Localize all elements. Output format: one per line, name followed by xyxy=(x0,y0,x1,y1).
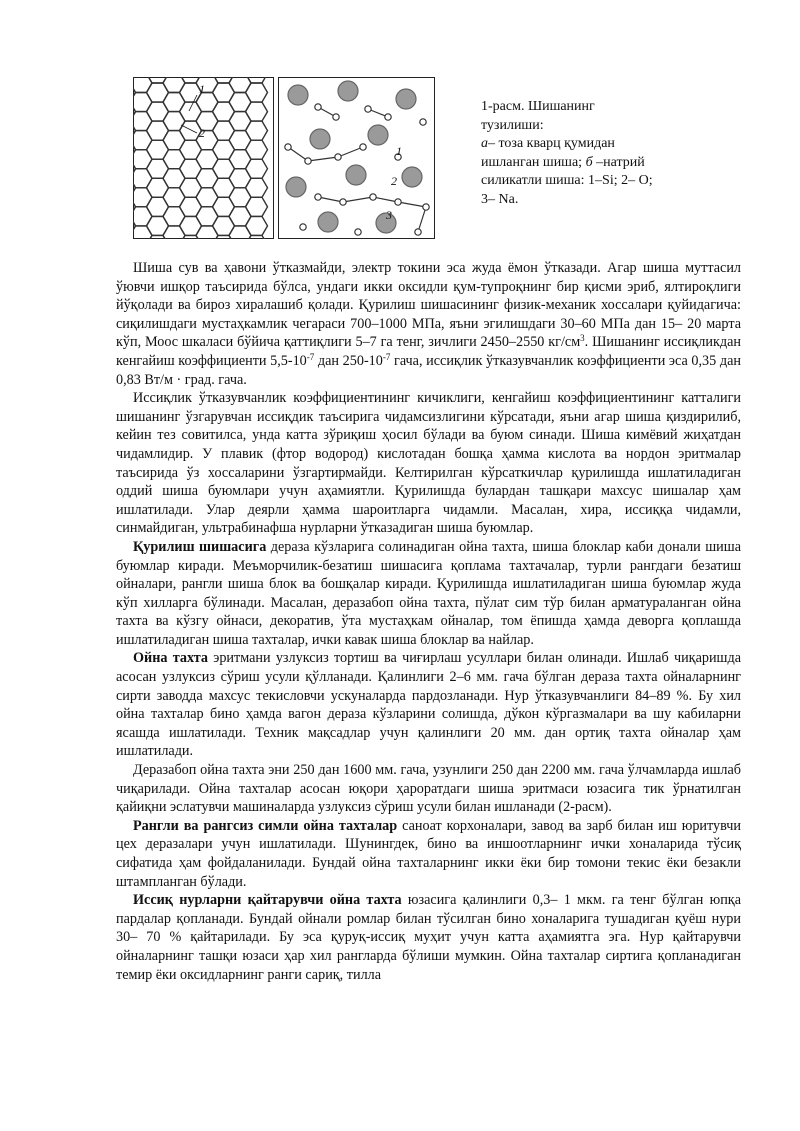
sodium-ion xyxy=(338,81,358,101)
caption-line-1: 1-расм. Шишанинг xyxy=(481,99,595,114)
sodium-ion xyxy=(402,167,422,187)
p3-term: Қурилиш шишасига xyxy=(133,538,267,555)
p1-text-2: . Шишанинг иссиқликдан кенгайиш коэффициенти 5,5-10 xyxy=(116,334,741,369)
oxygen-atom xyxy=(315,194,321,200)
oxygen-atom xyxy=(420,119,426,125)
p1-text-4: гача, иссиқлик ўтказувчанлик коэффициенти эса 0,35 дан 0,83 Вт/м · град. гача. xyxy=(116,352,741,388)
sodium-ion xyxy=(288,85,308,105)
caption-line-4-text: ишланган шиша; xyxy=(481,154,583,170)
p7-term: Иссиқ нурларни қайтарувчи ойна тахта xyxy=(133,892,402,909)
sodium-ion xyxy=(318,212,338,232)
paragraph-3 xyxy=(116,538,741,650)
figure-b-label-1: 1 xyxy=(396,144,402,158)
oxygen-atom xyxy=(315,104,321,110)
p6-text: саноат корхоналари, завод ва зарб билан иш юритувчи цех деразалари учун ишлатилади. Шунингдек, бино ва иншоотларнинг ички хоналарида тўсиқ сифатида ҳам фойдаланилади. Бундай ойна тахталарнинг икки ёки бир томони текис ёки безакли штампланган бўлади. xyxy=(116,817,741,890)
caption-line-2: тузилиши: xyxy=(481,117,544,133)
p6-term: Рангли ва рангсиз симли ойна тахталар xyxy=(133,817,398,834)
sodium-ion xyxy=(346,165,366,185)
oxygen-atom xyxy=(340,199,346,205)
oxygen-atom xyxy=(360,144,366,150)
oxygen-atom xyxy=(385,114,391,120)
figure-b-sodium-silicate-glass xyxy=(278,77,435,239)
sodium-ion xyxy=(396,89,416,109)
p3-text: дераза кўзларига солинадиган ойна тахта, шиша блоклар каби донали шиша буюмлар киради. Меъморчилик-безатиш шишасига қоплама тахтачалар, турли рангдаги безатиш ойналари, рангли шиша блок ва бошқалар киради. Қурилишда ишлатиладиган шиша буюмлар жуда кўп хилларга бўлинади. Масалан, деразабоп ойна тахта, пўлат сим тўр билан арматураланган ойна тахта ва кўзгу ойнаси, декоратив, ўта мустаҳкам ойналар, том ёпишда ҳамда деворга қоплашда ишлатиладиган шиша тахталар, ички кавак шиша блоклар ва найлар. xyxy=(116,538,742,648)
p1-sup-3: -7 xyxy=(382,351,391,362)
figure-caption xyxy=(481,98,711,209)
oxygen-atom xyxy=(305,158,311,164)
figure-b-label-3: 3 xyxy=(386,208,392,222)
oxygen-atom xyxy=(423,204,429,210)
sodium-silicate-diagram xyxy=(278,77,435,239)
paragraph-5: Деразабоп ойна тахта эни 250 дан 1600 мм. гача, узунлиги 250 дан 2200 мм. гача ўлчамларда ишлаб чиқарилади. Ойна тахталар асосан юқори ҳароратдаги шиша эритмаси юзасига тик ўрнатилган қайиқни эслатувчи машиналарда узлуксиз сўриш усули билан ишланади (2-расм). xyxy=(116,762,741,816)
oxygen-atom xyxy=(300,224,306,230)
paragraph-7 xyxy=(116,891,741,984)
paragraph-4 xyxy=(116,649,741,761)
oxygen-atom xyxy=(355,229,361,235)
figure-a-label-2: 2 xyxy=(199,126,205,140)
oxygen-atom xyxy=(333,114,339,120)
p1-text-1: Шиша сув ва ҳавони ўтказмайди, электр токини эса жуда ёмон ўтказади. Агар шиша муттасил ўювчи ишқор таъсирида бўлса, ундаги икки оксидли қум-тупроқнинг бир қисми эриб, ялтироқлиги йўқолади ва бироз хиралашиб қолади. Қурилиш шишасининг физик-механик хоссалари қуйидагича: сиқилишдаги мустаҳкамлик чегараси 700–1000 МПа, яъни эгилишдаги 30–60 МПа дан 15– 20 марта кўп, Моос шкаласи бўйича қаттиқлиги 5–7 га тенг, зичлиги 2450–2550 кг/см xyxy=(116,260,741,351)
quartz-network-diagram xyxy=(133,77,274,239)
p1-sup-2: -7 xyxy=(306,351,315,362)
figure-a-label-1: 1 xyxy=(199,82,205,96)
caption-line-4 xyxy=(481,154,711,173)
caption-line-3-text: – тоза кварц қумидан xyxy=(488,136,615,151)
figure-b-label-2: 2 xyxy=(391,174,397,188)
body-text xyxy=(116,259,741,984)
caption-letter-a: а xyxy=(481,136,488,151)
paragraph-6 xyxy=(116,817,741,891)
caption-line-4-rest: –натрий xyxy=(596,154,645,170)
figure-1 xyxy=(133,77,435,241)
oxygen-atom xyxy=(395,199,401,205)
oxygen-atom xyxy=(370,194,376,200)
sodium-ion xyxy=(368,125,388,145)
oxygen-atom xyxy=(415,229,421,235)
caption-line-3 xyxy=(481,135,711,154)
caption-letter-b: б xyxy=(585,154,593,170)
paragraph-1 xyxy=(116,259,741,389)
p1-sup-1: 3 xyxy=(580,333,585,344)
caption-line-6: 3– Na. xyxy=(481,191,519,207)
caption-line-5: силикатли шиша: 1–Si; 2– O; xyxy=(481,173,653,188)
oxygen-atom xyxy=(365,106,371,112)
p4-text: эритмани узлуксиз тортиш ва чиғирлаш усуллари билан олинади. Ишлаб чиқаришда асосан узлуксиз сўриш усули қўлланади. Қалинлиги 2–6 мм. гача бўлган дераза тахта ойналарнинг сирти заводда махсус текисловчи ускуналарда пардозланади. Нур ўтказувчанлиги 84–89 %. Бу хил ойна тахталар бино ҳамда вагон дераза кўзларини солишда, дўкон кўргазмалари ва шу кабиларни ясашда ишлатилади. Техник мақсадлар учун қалинлиги 20 мм. дан ортиқ тахта ойналар ҳам ишлатилади. xyxy=(116,650,741,760)
figure-a-quartz-glass xyxy=(133,77,274,239)
p4-term: Ойна тахта xyxy=(133,650,208,667)
sodium-ion xyxy=(286,177,306,197)
p7-text: юзасига қалинлиги 0,3– 1 мкм. га тенг бўлган юпқа пардалар қопланади. Бундай ойнали ромлар билан тўсилган бино хоналарига тушадиган қуёш нури 30– 70 % қайтарилади. Бу эса қуруқ-иссиқ муҳит учун катта аҳамиятга эга. Нур қайтарувчи ойналарнинг ташқи юзаси ҳар хил рангларда бўлиши мумкин. Ойна тахталар сиртига қопланадиган темир ёки оксидларнинг ранги сариқ, тилла xyxy=(116,892,741,983)
oxygen-atom xyxy=(285,144,291,150)
paragraph-2: Иссиқлик ўтказувчанлик коэффициентининг кичиклиги, кенгайиш коэффициентининг катталиги шишанинг ўзгарувчан иссиқдик таъсирига чидамсизлигини кўрсатади, яъни агар шиша қиздирилиб, кейин тез совитилса, унда катта зўриқиш ҳосил бўлади ва буюм синади. Шиша кимёвий жиҳатдан чидамлидир. У плавик (фтор водород) кислотадан бошқа ҳамма кислота ва нордон эритмалар таъсирида ўз хоссаларини ўзгартирмайди. Келтирилган кўрсаткичлар қурилишда ишлатиладиган оддий шиша буюмлари учун аҳамиятли. Қурилишда булардан ташқари махсус шишалар ҳам ишлатилади. Улар деярли ҳамма шароитларга чидамли. Масалан, хира, иссиққа чидамли, синмайдиган, ультрабинафша нурларни ўтказадиган шиша буюмлар. xyxy=(116,390,741,537)
oxygen-atom xyxy=(335,154,341,160)
p1-text-3: дан 250-10 xyxy=(314,352,383,369)
sodium-ion xyxy=(310,129,330,149)
